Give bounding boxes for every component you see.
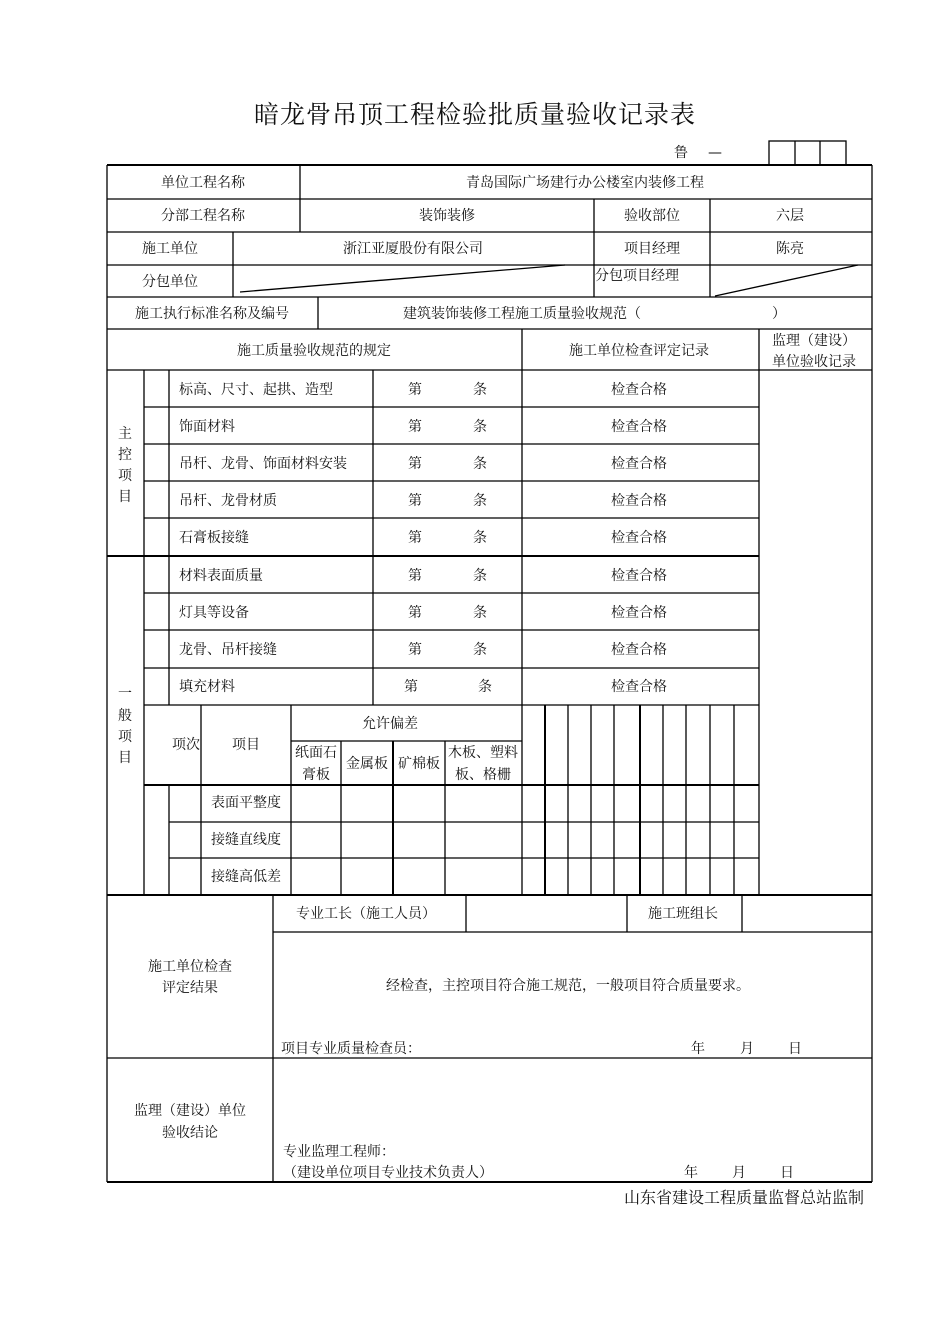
clause-tiao: 条 <box>473 493 487 509</box>
check-result: 检查合格 <box>611 493 667 509</box>
clause-tiao: 条 <box>473 568 487 584</box>
wood-header-line2: 板、格栅 <box>455 767 511 783</box>
supervisor-result-label-line2: 验收结论 <box>162 1125 218 1141</box>
foreman-label: 专业工长（施工人员） <box>296 906 436 922</box>
supervisor-result-label-line1: 监理（建设）单位 <box>134 1103 246 1119</box>
project-manager-label: 项目经理 <box>624 241 680 257</box>
clause-di: 第 <box>404 679 418 695</box>
supervisor-header-line2: 单位验收记录 <box>772 354 856 370</box>
main-group-char: 主 <box>118 426 132 442</box>
standard-label: 施工执行标准名称及编号 <box>135 306 289 322</box>
date-day: 日 <box>780 1165 794 1181</box>
inspector-label: 项目专业质量检查员： <box>281 1041 421 1057</box>
contractor-label: 施工单位 <box>142 241 198 257</box>
tolerance-row-label: 表面平整度 <box>211 795 281 811</box>
allow-deviation-header: 允许偏差 <box>362 716 418 732</box>
issuer-footer: 山东省建设工程质量监督总站监制 <box>623 1188 864 1207</box>
clause-tiao: 条 <box>478 679 492 695</box>
clause-tiao: 条 <box>473 456 487 472</box>
supervisor-engineer-label: 专业监理工程师： <box>283 1144 395 1160</box>
clause-di: 第 <box>408 605 422 621</box>
clause-tiao: 条 <box>473 642 487 658</box>
main-item-name: 吊杆、龙骨、饰面材料安装 <box>179 456 347 472</box>
standard-value: 建筑装饰装修工程施工质量验收规范（ <box>403 306 641 322</box>
supervisor-header-line1: 监理（建设） <box>772 333 856 349</box>
tolerance-row-label: 接缝高低差 <box>211 869 281 885</box>
clause-di: 第 <box>408 382 422 398</box>
general-item-name: 材料表面质量 <box>179 568 263 584</box>
check-result: 检查合格 <box>611 419 667 435</box>
check-result: 检查合格 <box>611 382 667 398</box>
general-item-name: 灯具等设备 <box>179 605 249 621</box>
main-item-name: 标高、尺寸、起拱、造型 <box>179 382 333 398</box>
doc-code-prefix: 鲁 <box>674 145 688 161</box>
wood-header-line1: 木板、塑料 <box>448 745 518 761</box>
main-item-name: 石膏板接缝 <box>179 530 249 546</box>
clause-tiao: 条 <box>473 530 487 546</box>
clause-di: 第 <box>408 568 422 584</box>
clause-di: 第 <box>408 642 422 658</box>
unit-project-label: 单位工程名称 <box>161 175 245 191</box>
metal-header: 金属板 <box>346 756 388 772</box>
contractor-value: 浙江亚厦股份有限公司 <box>343 241 483 257</box>
contractor-conclusion: 经检查，主控项目符合施工规范，一般项目符合质量要求。 <box>386 978 750 994</box>
subcontractor-label: 分包单位 <box>142 274 198 290</box>
check-result: 检查合格 <box>611 456 667 472</box>
contractor-result-label-line1: 施工单位检查 <box>148 959 232 975</box>
clause-di: 第 <box>408 456 422 472</box>
clause-di: 第 <box>408 493 422 509</box>
general-group-char: 一 <box>118 686 132 702</box>
check-result: 检查合格 <box>611 642 667 658</box>
main-group-char: 目 <box>118 489 132 505</box>
seq-header: 项次 <box>172 737 200 753</box>
check-result: 检查合格 <box>611 679 667 695</box>
main-group-char: 项 <box>118 468 132 484</box>
main-item-name: 吊杆、龙骨材质 <box>179 493 277 509</box>
main-item-name: 饰面材料 <box>179 419 235 435</box>
mineral-header: 矿棉板 <box>398 756 440 772</box>
sub-project-value: 装饰装修 <box>419 208 475 224</box>
general-group-char: 项 <box>118 729 132 745</box>
date-year: 年 <box>691 1041 705 1057</box>
clause-tiao: 条 <box>473 605 487 621</box>
sub-manager-label: 分包项目经理 <box>595 268 679 284</box>
team-leader-label: 施工班组长 <box>648 906 718 922</box>
general-item-name: 填充材料 <box>179 679 235 695</box>
acceptance-part-value: 六层 <box>776 208 804 224</box>
owner-representative-label: （建设单位项目专业技术负责人） <box>283 1165 493 1181</box>
general-group-char: 目 <box>118 750 132 766</box>
item-header: 项目 <box>232 737 260 753</box>
spec-column-header: 施工质量验收规范的规定 <box>237 343 391 359</box>
contractor-check-header: 施工单位检查评定记录 <box>569 343 709 359</box>
sub-project-label: 分部工程名称 <box>161 208 245 224</box>
tolerance-row-label: 接缝直线度 <box>211 832 281 848</box>
check-result: 检查合格 <box>611 568 667 584</box>
project-manager-value: 陈亮 <box>776 241 804 257</box>
check-result: 检查合格 <box>611 530 667 546</box>
date-month: 月 <box>740 1041 754 1057</box>
page-title: 暗龙骨吊顶工程检验批质量验收记录表 <box>253 100 696 129</box>
main-group-char: 控 <box>118 447 132 463</box>
general-item-name: 龙骨、吊杆接缝 <box>179 642 277 658</box>
doc-code-dash: — <box>708 145 722 161</box>
gypsum-header-line1: 纸面石 <box>295 745 337 761</box>
clause-di: 第 <box>408 530 422 546</box>
general-group-char: 般 <box>118 708 132 724</box>
clause-di: 第 <box>408 419 422 435</box>
clause-tiao: 条 <box>473 382 487 398</box>
gypsum-header-line2: 膏板 <box>302 767 330 783</box>
check-result: 检查合格 <box>611 605 667 621</box>
date-year: 年 <box>684 1165 698 1181</box>
clause-tiao: 条 <box>473 419 487 435</box>
acceptance-part-label: 验收部位 <box>624 208 680 224</box>
contractor-result-label-line2: 评定结果 <box>162 980 218 996</box>
standard-close: ） <box>772 306 786 322</box>
date-day: 日 <box>788 1041 802 1057</box>
unit-project-value: 青岛国际广场建行办公楼室内装修工程 <box>466 175 704 191</box>
date-month: 月 <box>732 1165 746 1181</box>
